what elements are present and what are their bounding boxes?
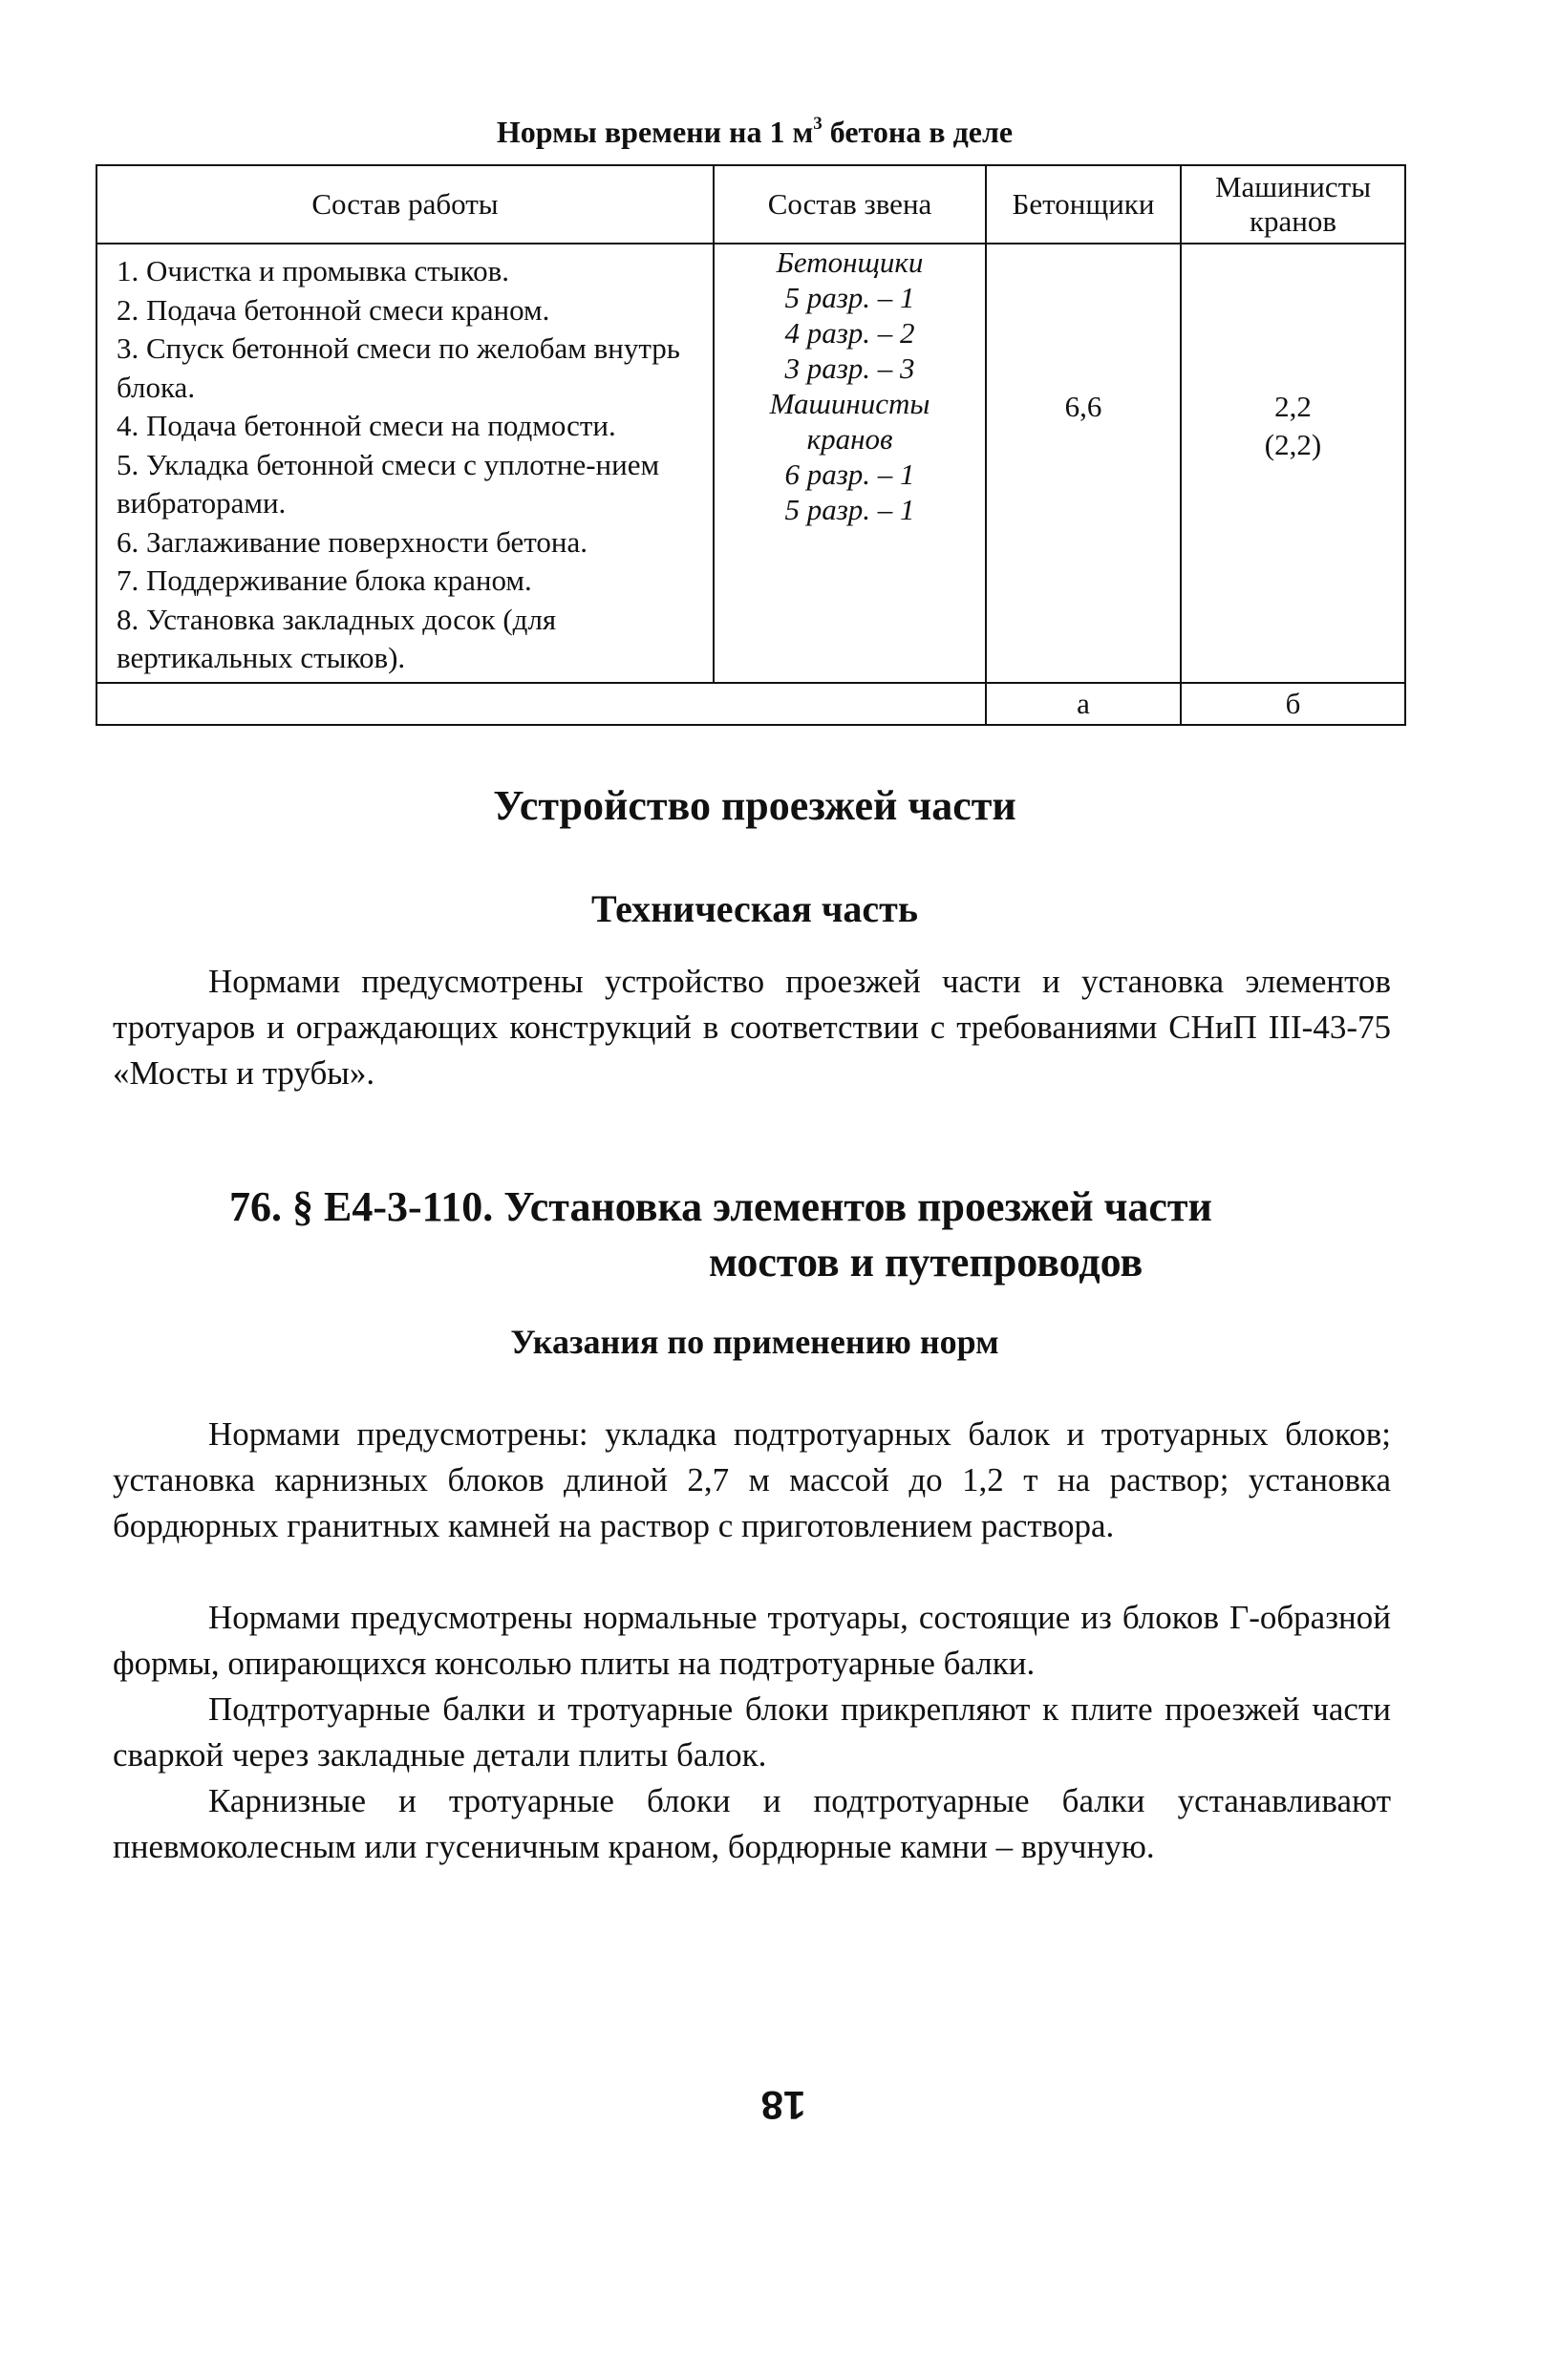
table-footer-row	[96, 683, 1405, 725]
table-body-row	[96, 244, 1405, 683]
page-number: 18	[760, 2083, 806, 2128]
task-item: 5. Укладка бетонной смеси с уплотне-нием вибраторами.	[117, 447, 660, 520]
instructions-paragraph: Подтротуарные балки и тротуарные блоки прикрепляют к плите проезжей части сваркой через закладные детали плиты балок.	[113, 1690, 1391, 1774]
task-item: 8. Установка закладных досок (для вертикальных стыков).	[117, 602, 557, 674]
task-item: 6. Заглаживание поверхности бетона.	[117, 524, 588, 559]
paragraph-title-line-1: 76. § Е4-3-110. Установка элементов проезжей части	[229, 1183, 1212, 1230]
header-crew-composition: Состав звена	[714, 165, 986, 244]
crane-operators-value-alt: (2,2)	[1264, 428, 1322, 461]
section-title: Устройство проезжей части	[493, 782, 1016, 829]
crew-line: 6 разр. – 1	[784, 457, 915, 491]
instructions-paragraph: Карнизные и тротуарные блоки и подтротуарные балки устанавливают пневмоколесным или гусеничным краном, бордюрные камни – вручную.	[113, 1782, 1391, 1865]
crew-line: Бетонщики	[776, 245, 924, 279]
header-work-composition: Состав работы	[96, 165, 714, 244]
footer-label-a: а	[986, 683, 1181, 725]
crew-line: 3 разр. – 3	[784, 351, 915, 385]
technical-part-text: Нормами предусмотрены устройство проезжей части и установка элементов тротуаров и ограждающих конструкций в соответствии с требованиями СНиП III-43-75 «Мосты и трубы».	[113, 963, 1391, 1092]
table-caption-suffix: бетона в деле	[822, 115, 1014, 149]
footer-label-b: б	[1181, 683, 1405, 725]
crew-line: Машинисты	[769, 387, 930, 420]
header-concrete-workers: Бетонщики	[986, 165, 1181, 244]
table-caption-prefix: Нормы времени на 1 м	[496, 115, 814, 149]
paragraph-title-line-2: мостов и путепроводов	[709, 1239, 1143, 1286]
task-item: 4. Подача бетонной смеси на подмости.	[117, 409, 616, 442]
task-item: 2. Подача бетонной смеси краном.	[117, 292, 550, 327]
work-composition-cell	[96, 244, 714, 683]
concrete-workers-value: 6,6	[986, 244, 1181, 683]
crew-line: 5 разр. – 1	[784, 493, 915, 526]
crane-operators-value-cell	[1181, 244, 1405, 683]
header-crane-operators: Машинисты кранов	[1181, 165, 1405, 244]
crew-composition-cell	[714, 244, 986, 683]
cubic-superscript: 3	[813, 114, 823, 134]
crane-operators-value: 2,2	[1274, 390, 1312, 423]
footer-empty-cell	[96, 683, 986, 725]
instructions-title: Указания по применению норм	[510, 1323, 999, 1361]
task-list	[97, 244, 713, 682]
task-item: 1. Очистка и промывка стыков.	[117, 254, 510, 287]
instructions-paragraph: Нормами предусмотрены нормальные тротуары, состоящие из блоков Г-образной формы, опирающихся консолью плиты на подтротуарные балки.	[113, 1599, 1391, 1682]
table-header-row	[96, 165, 1405, 244]
instructions-paragraph: Нормами предусмотрены: укладка подтротуарных балок и тротуарных блоков; установка карнизных блоков длиной 2,7 м массой до 1,2 т на раствор; установка бордюрных гранитных камней на раствор с приготовлением раствора.	[113, 1415, 1391, 1544]
crew-line: кранов	[806, 422, 893, 456]
task-item: 7. Поддерживание блока краном.	[117, 563, 532, 597]
time-norms-table	[96, 164, 1406, 726]
task-item: 3. Спуск бетонной смеси по желобам внутрь блока.	[117, 331, 680, 404]
table-caption	[96, 113, 1414, 151]
crew-line: 5 разр. – 1	[784, 281, 915, 314]
crew-line: 4 разр. – 2	[784, 316, 915, 350]
technical-part-title: Техническая часть	[591, 887, 918, 930]
